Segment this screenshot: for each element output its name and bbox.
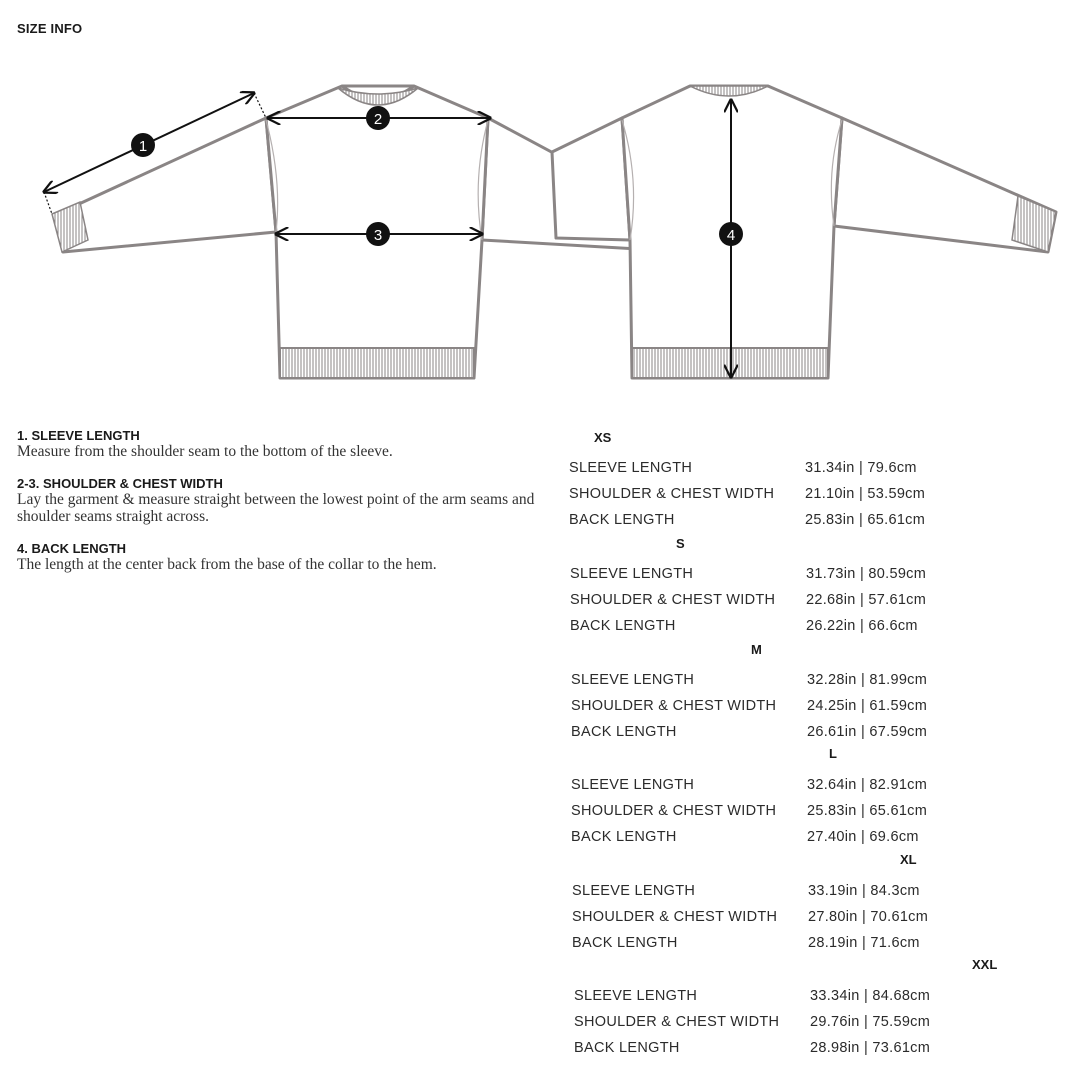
row-value: 25.83in | 65.61cm xyxy=(807,803,928,819)
row-label: SLEEVE LENGTH xyxy=(571,672,695,688)
row-value: 32.28in | 81.99cm xyxy=(807,672,928,688)
note-sleeve-length xyxy=(17,428,557,460)
note-body: Measure from the shoulder seam to the bottom of the sleeve. xyxy=(17,443,393,460)
row-value: 25.83in | 65.61cm xyxy=(805,512,926,528)
size-row xyxy=(574,1014,930,1030)
note-shoulder-chest-width xyxy=(17,476,557,525)
row-label: SLEEVE LENGTH xyxy=(574,988,698,1004)
size-row xyxy=(572,909,928,925)
size-row xyxy=(571,777,927,793)
row-value: 28.19in | 71.6cm xyxy=(808,935,920,951)
size-row xyxy=(572,883,920,899)
size-row xyxy=(570,618,918,634)
row-label: SHOULDER & CHEST WIDTH xyxy=(570,592,776,608)
row-value: 27.80in | 70.61cm xyxy=(808,909,929,925)
row-label: BACK LENGTH xyxy=(569,512,675,528)
note-title: 2-3. SHOULDER & CHEST WIDTH xyxy=(17,476,223,491)
note-title: 4. BACK LENGTH xyxy=(17,541,127,556)
back-view xyxy=(552,86,1056,378)
note-body: Lay the garment & measure straight between the lowest point of the arm seams and shoulder seams straight across. xyxy=(17,491,535,525)
row-label: SHOULDER & CHEST WIDTH xyxy=(571,698,777,714)
row-value: 24.25in | 61.59cm xyxy=(807,698,928,714)
row-label: BACK LENGTH xyxy=(571,829,677,845)
row-value: 26.61in | 67.59cm xyxy=(807,724,928,740)
marker-4 xyxy=(719,222,743,246)
row-value: 27.40in | 69.6cm xyxy=(807,829,919,845)
row-label: BACK LENGTH xyxy=(574,1040,680,1056)
size-heading-xs: XS xyxy=(594,430,612,445)
row-value: 26.22in | 66.6cm xyxy=(806,618,918,634)
size-heading-xxl: XXL xyxy=(972,957,998,972)
size-row xyxy=(572,935,920,951)
marker-4-label: 4 xyxy=(726,227,736,244)
row-value: 21.10in | 53.59cm xyxy=(805,486,926,502)
size-heading-m: M xyxy=(751,642,762,657)
marker-2 xyxy=(366,106,390,130)
row-value: 31.34in | 79.6cm xyxy=(805,460,917,476)
size-heading-s: S xyxy=(676,536,685,551)
size-row xyxy=(570,592,926,608)
page-title: SIZE INFO xyxy=(17,21,83,36)
row-label: SLEEVE LENGTH xyxy=(572,883,696,899)
row-value: 32.64in | 82.91cm xyxy=(807,777,928,793)
note-title: 1. SLEEVE LENGTH xyxy=(17,428,140,443)
size-row xyxy=(571,829,919,845)
size-row xyxy=(570,566,926,582)
marker-2-label: 2 xyxy=(373,111,383,128)
measurement-notes xyxy=(17,428,557,589)
size-row xyxy=(571,724,927,740)
size-row xyxy=(571,803,927,819)
row-label: SHOULDER & CHEST WIDTH xyxy=(569,486,775,502)
row-label: BACK LENGTH xyxy=(571,724,677,740)
row-label: BACK LENGTH xyxy=(572,935,678,951)
marker-3 xyxy=(366,222,390,246)
size-row xyxy=(574,1040,930,1056)
row-label: SLEEVE LENGTH xyxy=(569,460,693,476)
row-label: SLEEVE LENGTH xyxy=(571,777,695,793)
size-row xyxy=(571,672,927,688)
marker-1-label: 1 xyxy=(138,138,148,155)
row-value: 33.34in | 84.68cm xyxy=(810,988,931,1004)
row-value: 29.76in | 75.59cm xyxy=(810,1014,931,1030)
row-value: 31.73in | 80.59cm xyxy=(806,566,927,582)
size-row xyxy=(574,988,930,1004)
row-value: 33.19in | 84.3cm xyxy=(808,883,920,899)
row-label: SHOULDER & CHEST WIDTH xyxy=(572,909,778,925)
size-row xyxy=(569,512,925,528)
row-label: BACK LENGTH xyxy=(570,618,676,634)
row-value: 28.98in | 73.61cm xyxy=(810,1040,931,1056)
row-label: SHOULDER & CHEST WIDTH xyxy=(574,1014,780,1030)
marker-1 xyxy=(131,133,155,157)
size-row xyxy=(571,698,927,714)
size-row xyxy=(569,460,917,476)
size-row xyxy=(569,486,925,502)
note-back-length xyxy=(17,541,557,573)
row-label: SLEEVE LENGTH xyxy=(570,566,694,582)
marker-3-label: 3 xyxy=(373,227,383,244)
note-body: The length at the center back from the base of the collar to the hem. xyxy=(17,556,437,573)
sweatshirt-diagram xyxy=(0,60,1080,390)
size-heading-xl: XL xyxy=(900,852,917,867)
size-heading-l: L xyxy=(829,746,837,761)
row-label: SHOULDER & CHEST WIDTH xyxy=(571,803,777,819)
row-value: 22.68in | 57.61cm xyxy=(806,592,927,608)
